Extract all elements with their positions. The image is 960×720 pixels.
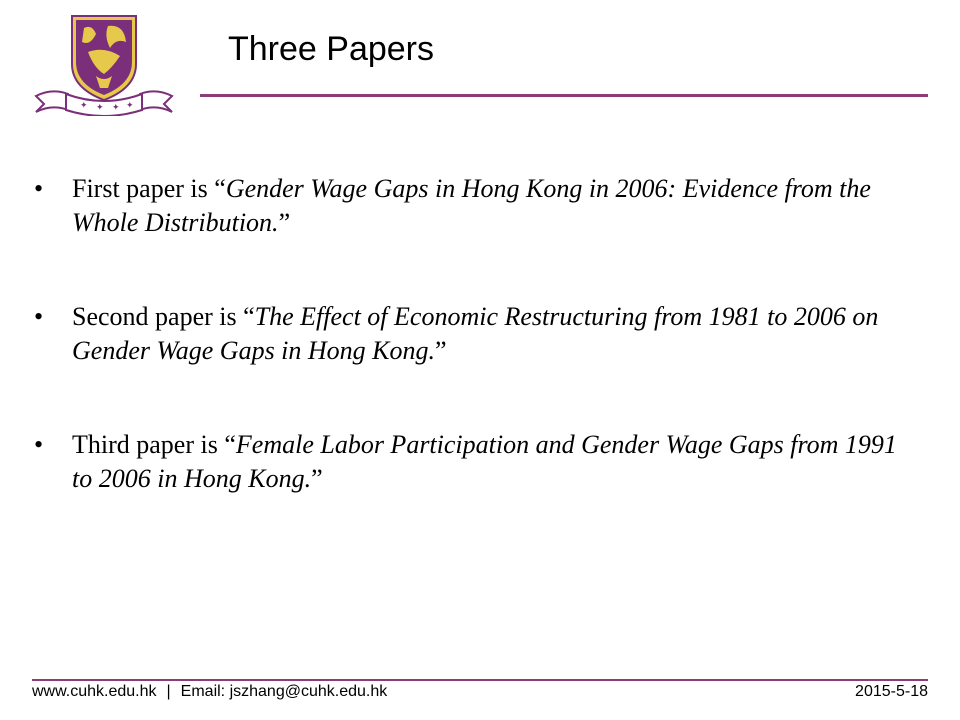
bullet-item-paper-3 <box>34 428 914 496</box>
bullet-dot-icon: • <box>34 430 44 459</box>
bullet-item-paper-2 <box>34 300 914 368</box>
footer-email: Email: jszhang@cuhk.edu.hk <box>180 683 388 700</box>
bullet-dot-icon: • <box>34 302 44 331</box>
footer-separator: | <box>166 683 171 700</box>
footer-date: 2015-5-18 <box>855 683 928 700</box>
bullet-dot-icon: • <box>34 174 44 203</box>
svg-text:✦: ✦ <box>80 101 88 111</box>
bullet-lead: Second paper is “ <box>72 302 255 331</box>
bullet-tail: ” <box>311 464 323 493</box>
slide-title: Three Papers <box>228 30 434 68</box>
bullet-item-paper-1 <box>34 172 914 240</box>
bullet-tail: ” <box>278 208 291 237</box>
title-divider <box>200 94 928 97</box>
paper-title: Female Labor Participation and Gender Wage Gaps from 1991 to 2006 in Hong Kong. <box>72 430 897 493</box>
university-crest-icon <box>32 12 176 116</box>
svg-text:✦: ✦ <box>126 101 134 111</box>
paper-title: The Effect of Economic Restructuring from 1981 to 2006 on Gender Wage Gaps in Hong Kong. <box>72 302 879 365</box>
footer-website: www.cuhk.edu.hk <box>32 683 157 700</box>
slide-footer <box>32 683 928 701</box>
paper-title: Gender Wage Gaps in Hong Kong in 2006: Evidence from the Whole Distribution. <box>72 174 871 237</box>
bullet-tail: ” <box>435 336 447 365</box>
svg-text:✦: ✦ <box>96 103 104 113</box>
footer-divider <box>32 679 928 681</box>
svg-text:✦: ✦ <box>112 103 120 113</box>
bullet-lead: First paper is “ <box>72 174 226 203</box>
footer-contact <box>32 683 387 701</box>
bullet-lead: Third paper is “ <box>72 430 236 459</box>
bullet-list <box>34 172 914 556</box>
